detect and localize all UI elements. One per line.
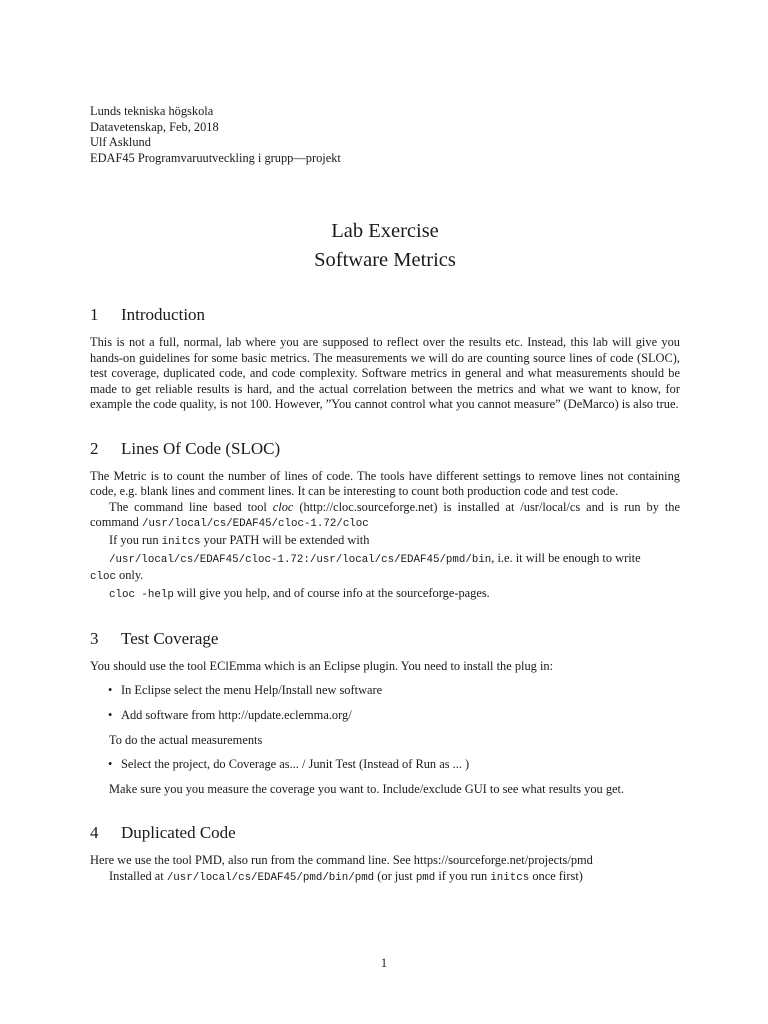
institution: Lunds tekniska högskola	[90, 104, 214, 118]
list-item: • Select the project, do Coverage as... / Junit Test (Instead of Run as ... )	[90, 757, 680, 773]
extended-path: /usr/local/cs/EDAF45/cloc-1.72:/usr/local/cs/EDAF45/pmd/bin	[109, 553, 492, 566]
list-item: • In Eclipse select the menu Help/Install new software	[90, 683, 680, 699]
pmd-command: pmd	[415, 871, 436, 884]
coverage-paragraph-3: Make sure you you measure the coverage you want to. Include/exclude GUI to see what results you get.	[109, 781, 625, 796]
coverage-paragraph-2: To do the actual measurements	[109, 732, 263, 747]
text-run: (http://cloc.sourceforge.net) is installed at /usr/local/cs and is run by the command	[90, 499, 680, 530]
section-number: 4	[90, 823, 99, 843]
department-date: Datavetenskap, Feb, 2018	[90, 119, 219, 134]
text-run: your PATH will be extended with	[200, 532, 370, 547]
author: Ulf Asklund	[90, 135, 151, 150]
cloc-command: cloc	[90, 571, 116, 584]
section-number: 1	[90, 305, 99, 325]
title-line-2: Software Metrics	[314, 249, 456, 272]
section-number: 2	[90, 438, 99, 458]
pmd-path: /usr/local/cs/EDAF45/pmd/bin/pmd	[166, 871, 375, 884]
document-header	[90, 104, 680, 166]
text-run: Installed at	[109, 868, 167, 883]
cloc-help-command: cloc -help	[109, 588, 174, 601]
duplicated-paragraph-1: Here we use the tool PMD, also run from the command line. See https://sourceforge.net/projects/pmd	[90, 853, 593, 868]
duplicated-paragraph-2	[90, 869, 680, 887]
introduction-paragraph: This is not a full, normal, lab where you are supposed to reflect over the results etc. Instead, this lab will give you hands-on guidelines for some basic metrics. The measurements we will do are counting source lines of code (SLOC), test coverage, duplicated code, and code complexity. Software metrics in general and what measurements should be made to get reliable results is hard, and the actual correlation between the metrics and what we want to know, for example the code quality, is not 100. However, ”You cannot control what you cannot measure” (DeMarco) is also true.	[90, 334, 680, 412]
course: EDAF45 Programvaruutveckling i grupp—projekt	[90, 150, 341, 165]
document-page	[90, 104, 680, 886]
text-run: If you run	[109, 532, 162, 547]
sloc-paragraph-1: The Metric is to count the number of lines of code. The tools have different settings to remove lines not containing code, e.g. blank lines and comment lines. It can be interesting to count both production code and test code.	[90, 468, 680, 499]
coverage-paragraph-1: You should use the tool EClEmma which is an Eclipse plugin. You need to install the plug in:	[90, 658, 554, 673]
text-run: (or just	[374, 868, 416, 883]
sloc-paragraph-4	[90, 551, 680, 586]
initcs-command: initcs	[161, 535, 201, 548]
cloc-command-path: /usr/local/cs/EDAF45/cloc-1.72/cloc	[141, 518, 369, 531]
text-run: The command line based tool	[109, 499, 273, 514]
title-line-1: Lab Exercise	[331, 220, 439, 243]
measure-steps-list	[90, 757, 680, 773]
text-run: if you run	[435, 868, 491, 883]
section-heading-introduction	[90, 307, 680, 323]
section-title: Duplicated Code	[121, 823, 236, 843]
document-title	[90, 217, 680, 275]
list-item: • Add software from http://update.eclemma.org/	[90, 708, 680, 724]
install-steps-list	[90, 683, 680, 723]
section-title: Introduction	[121, 305, 206, 325]
section-heading-sloc	[90, 438, 680, 458]
sloc-paragraph-3	[90, 533, 680, 551]
section-title: Lines Of Code (SLOC)	[121, 438, 281, 458]
tool-name-cloc: cloc	[272, 499, 294, 514]
text-run: , i.e. it will be enough to write	[491, 550, 641, 565]
text-run: only.	[115, 568, 144, 583]
section-heading-test-coverage	[90, 631, 680, 647]
section-title: Test Coverage	[121, 629, 219, 649]
sloc-paragraph-5	[90, 586, 680, 604]
section-number: 3	[90, 629, 99, 649]
sloc-paragraph-2	[90, 500, 680, 533]
section-heading-duplicated-code	[90, 825, 680, 841]
text-run: will give you help, and of course info at the sourceforge-pages.	[173, 585, 490, 600]
text-run: once first)	[529, 868, 583, 883]
initcs-command: initcs	[490, 871, 530, 884]
page-number: 1	[380, 956, 388, 970]
